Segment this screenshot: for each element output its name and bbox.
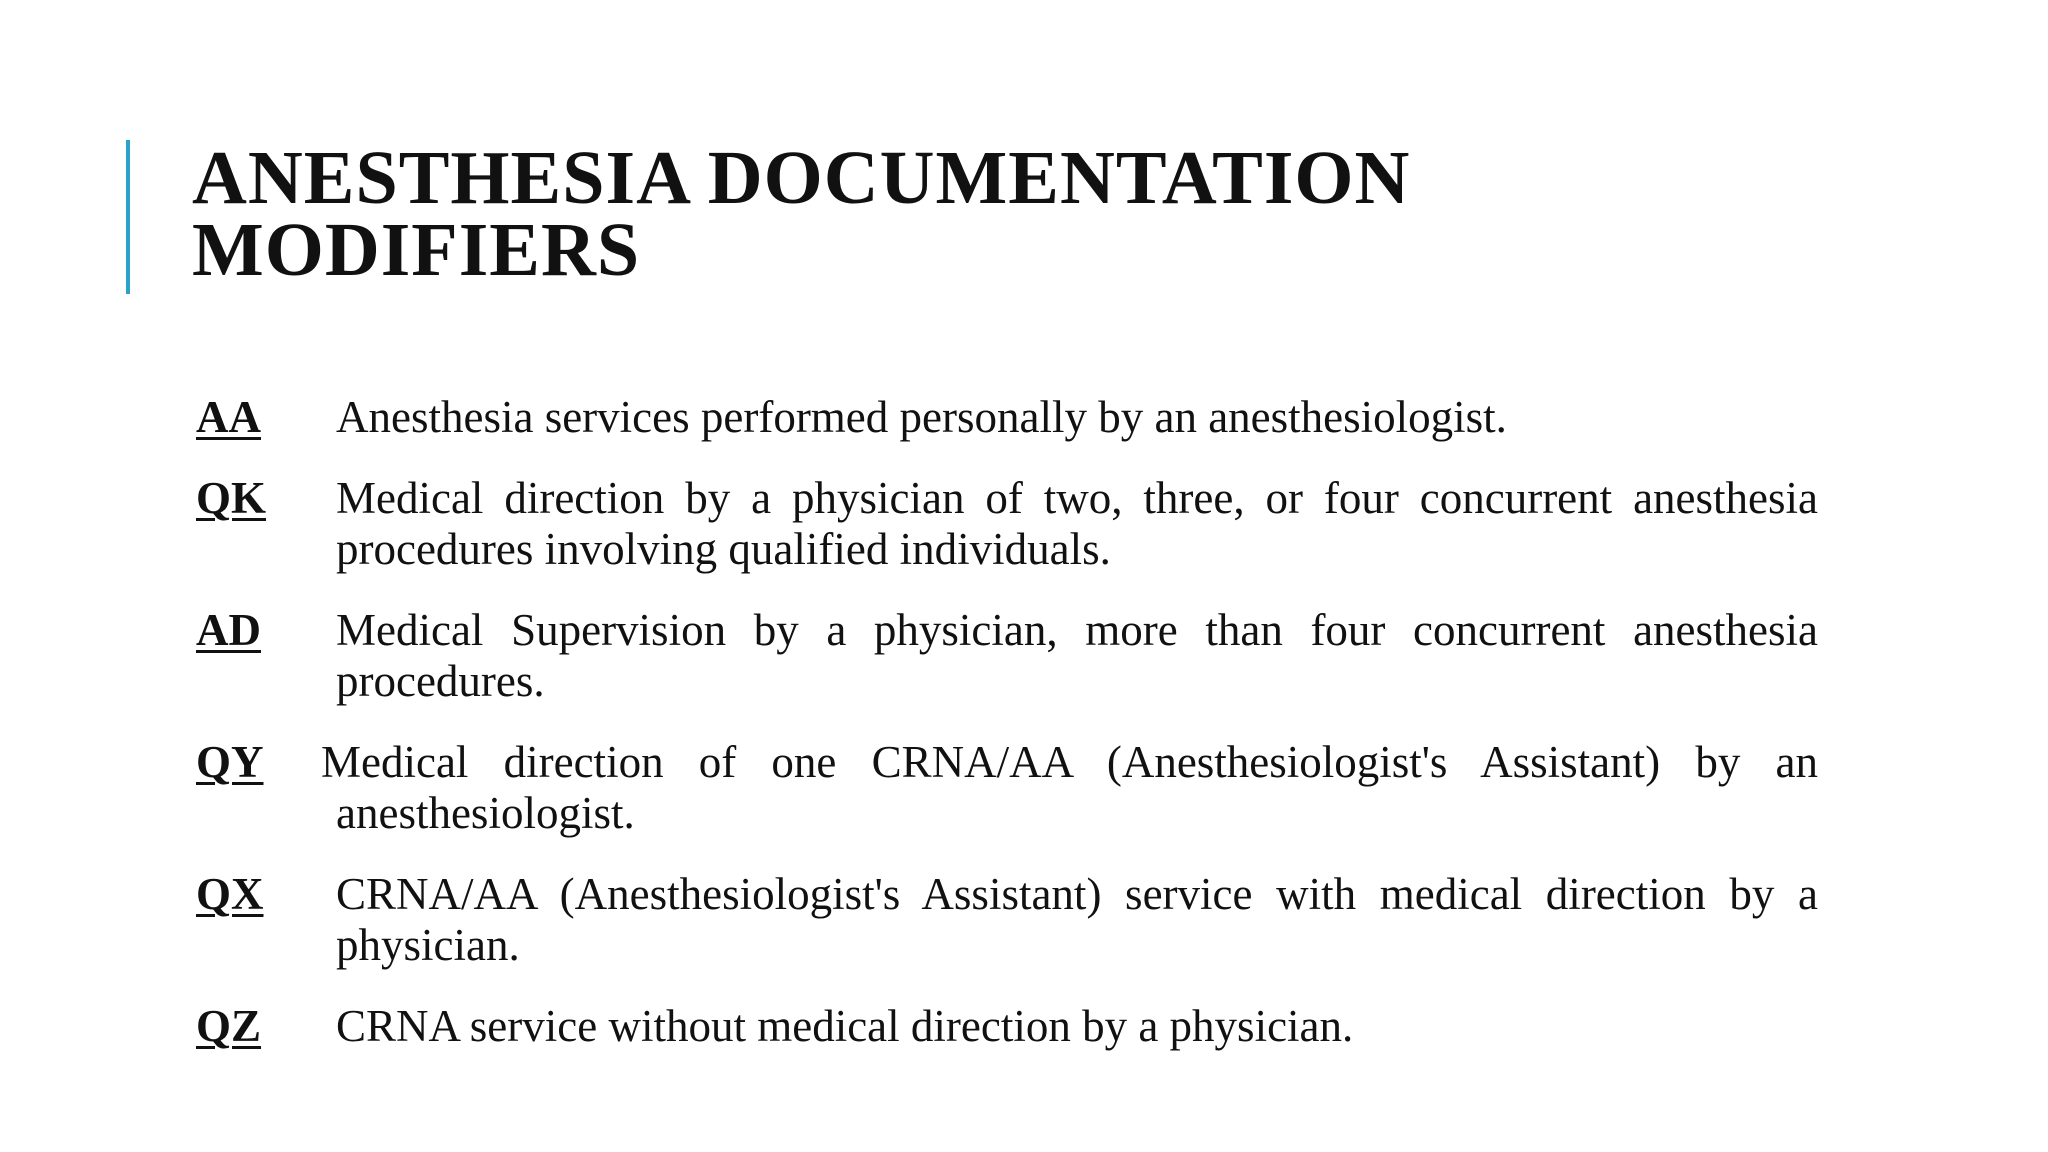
modifier-code: QK <box>196 473 267 523</box>
modifier-description: Medical direction of one CRNA/AA (Anesthesiologist's Assistant) by an anesthesiologist. <box>321 737 1818 838</box>
modifier-item-qz <box>196 1001 1818 1052</box>
modifier-item-qy <box>196 737 1818 839</box>
modifier-item-qk <box>196 473 1818 575</box>
modifier-code: AA <box>196 392 261 442</box>
modifier-item-aa <box>196 392 1818 443</box>
slide-title-line-1: ANESTHESIA DOCUMENTATION <box>192 136 1411 220</box>
modifier-description: CRNA service without medical direction by a physician. <box>336 1001 1354 1051</box>
modifier-description: Anesthesia services performed personally by an anesthesiologist. <box>336 392 1507 442</box>
modifier-description: Medical direction by a physician of two, three, or four concurrent anesthesia procedures involving qualified individuals. <box>336 473 1818 574</box>
modifier-list <box>196 392 1818 1082</box>
modifier-code: QY <box>196 737 264 787</box>
modifier-description: CRNA/AA (Anesthesiologist's Assistant) service with medical direction by a physician. <box>336 869 1818 970</box>
modifier-description: Medical Supervision by a physician, more than four concurrent anesthesia procedures. <box>336 605 1818 706</box>
modifier-code: AD <box>196 605 261 655</box>
slide-title <box>192 136 1892 292</box>
modifier-code: QZ <box>196 1001 262 1051</box>
title-accent-bar <box>126 140 130 294</box>
modifier-item-ad <box>196 605 1818 707</box>
modifier-item-qx <box>196 869 1818 971</box>
slide-title-line-2: MODIFIERS <box>192 208 641 292</box>
modifier-code: QX <box>196 869 264 919</box>
